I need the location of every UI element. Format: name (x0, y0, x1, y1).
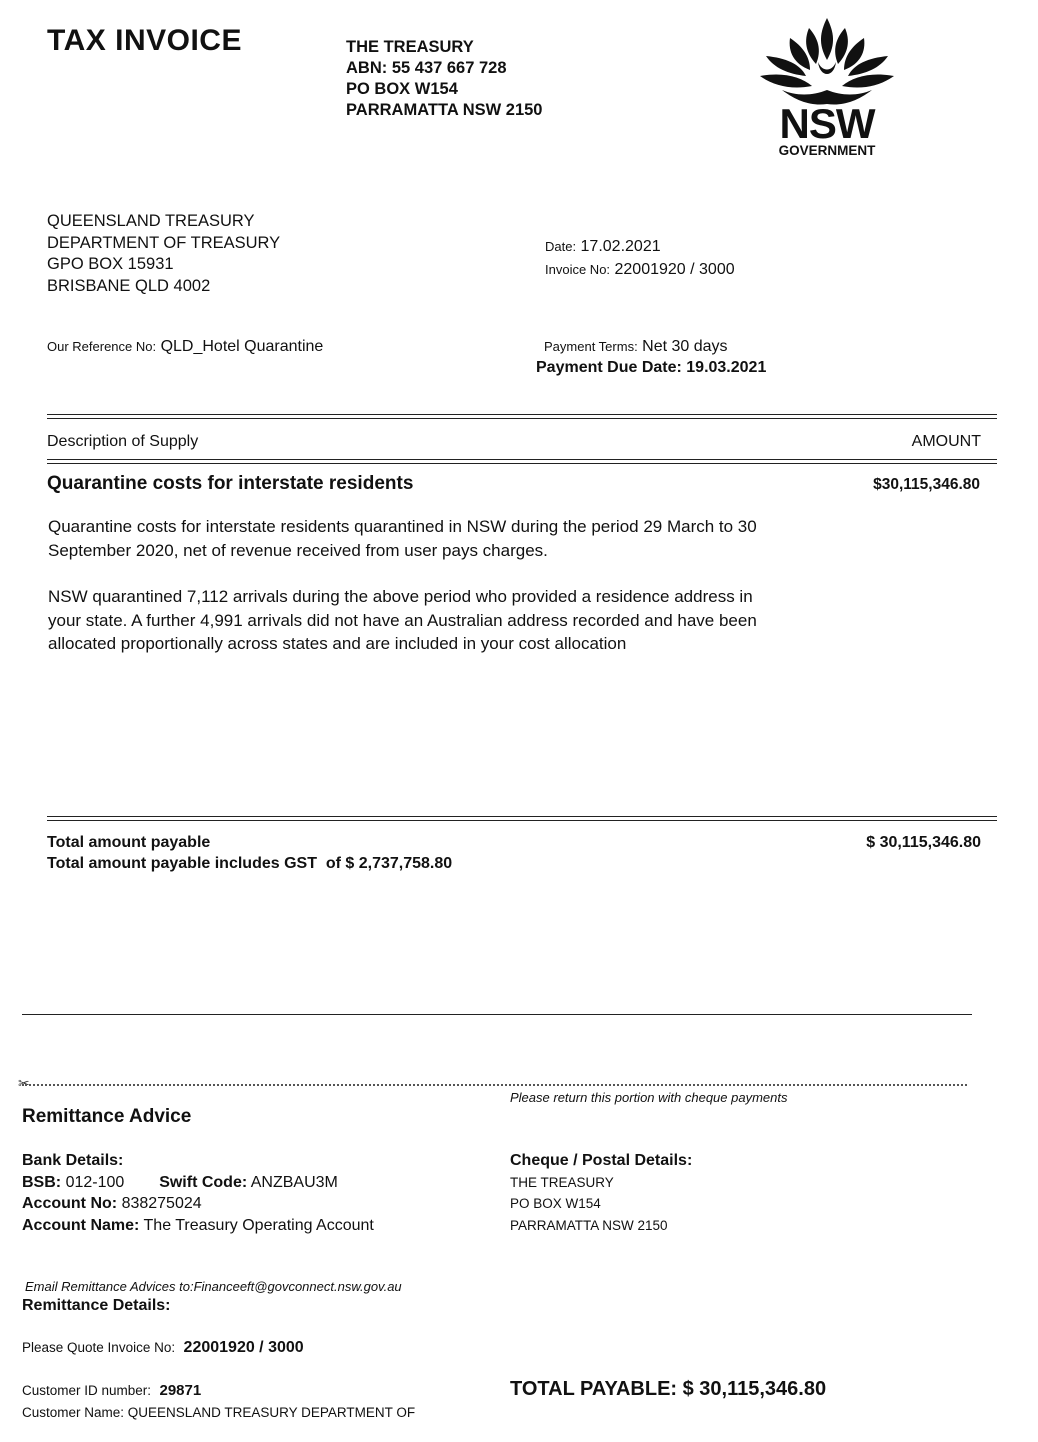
scissors-icon: ✂ (18, 1075, 30, 1091)
bsb-value: 012-100 (65, 1173, 125, 1191)
remittance-details-title: Remittance Details: (22, 1297, 171, 1314)
line-item-amount: $30,115,346.80 (873, 476, 980, 493)
recipient-line: GPO BOX 15931 (47, 255, 174, 273)
total-payable: TOTAL PAYABLE: $ 30,115,346.80 (510, 1378, 827, 1400)
cheque-return-note: Please return this portion with cheque payments (510, 1090, 788, 1105)
account-name-value: The Treasury Operating Account (143, 1216, 374, 1234)
nsw-government-logo (752, 10, 902, 160)
account-number-line (22, 1193, 374, 1215)
issuer-line: PO BOX W154 (346, 80, 458, 98)
total-amount-value: $ 30,115,346.80 (866, 834, 981, 851)
bsb-label: BSB: (22, 1173, 62, 1191)
logo-text-sub: GOVERNMENT (778, 143, 876, 158)
account-name-line (22, 1215, 374, 1237)
payment-terms (544, 338, 728, 356)
recipient-line: DEPARTMENT OF TREASURY (47, 233, 281, 252)
bank-details (22, 1150, 374, 1236)
customer-id-line (22, 1382, 201, 1400)
line-item-description-1: Quarantine costs for interstate residents quarantined in NSW during the period 29 March to 30 September 2020, net of revenue received from user pays charges. (48, 517, 757, 560)
total-amount-label: Total amount payable (47, 834, 211, 851)
invoice-number-label: Invoice No: (545, 262, 611, 277)
cheque-postal-line: PARRAMATTA NSW 2150 (510, 1217, 668, 1233)
account-number-label: Account No: (22, 1195, 118, 1212)
date-value: 17.02.2021 (580, 238, 661, 255)
account-name-label: Account Name: (22, 1216, 140, 1234)
tear-off-line (22, 1084, 967, 1086)
line-item-description-2: NSW quarantined 7,112 arrivals during the above period who provided a residence address in your state. A further 4,991 arrivals did not have an Australian address recorded and have been allocated proportionally across states and are included in your cost allocation (48, 587, 757, 653)
customer-id-label: Customer ID number: (22, 1383, 152, 1398)
issuer-line: ABN: 55 437 667 728 (346, 59, 507, 77)
bank-details-title: Bank Details: (22, 1152, 124, 1169)
swift-value: ANZBAU3M (250, 1173, 338, 1191)
customer-name-label: Customer Name: (22, 1405, 125, 1420)
table-bottom-rule (47, 816, 997, 821)
swift-label: Swift Code: (159, 1173, 248, 1191)
invoice-title: TAX INVOICE (47, 24, 242, 57)
recipient-line: BRISBANE QLD 4002 (47, 276, 211, 295)
cheque-postal-line: PO BOX W154 (510, 1196, 601, 1211)
line-item-title: Quarantine costs for interstate residents (47, 473, 414, 494)
quote-invoice-line (22, 1339, 304, 1357)
remittance-title: Remittance Advice (22, 1106, 192, 1127)
cheque-postal-line: THE TREASURY (510, 1174, 614, 1190)
invoice-number-value: 22001920 / 3000 (614, 261, 735, 278)
table-top-rule (47, 414, 997, 419)
issuer-line: THE TREASURY (346, 38, 474, 56)
quote-invoice-label: Please Quote Invoice No: (22, 1340, 176, 1355)
section-divider (22, 1014, 972, 1015)
reference-value: QLD_Hotel Quarantine (160, 338, 324, 355)
payment-due-date: Payment Due Date: 19.03.2021 (536, 359, 767, 376)
reference-label: Our Reference No: (47, 339, 157, 354)
customer-name-line (22, 1405, 415, 1420)
column-header-description: Description of Supply (47, 433, 199, 450)
gst-note: Total amount payable includes GST of $ 2,737,758.80 (47, 855, 453, 872)
invoice-date (545, 238, 661, 256)
logo-text-main: NSW (779, 100, 875, 147)
reference-number (47, 338, 323, 356)
recipient-line: QUEENSLAND TREASURY (47, 212, 255, 230)
cheque-postal-details (510, 1150, 692, 1236)
account-number-value: 838275024 (121, 1195, 202, 1212)
column-header-amount: AMOUNT (911, 433, 981, 450)
issuer-line: PARRAMATTA NSW 2150 (346, 101, 543, 119)
table-header-rule (47, 459, 997, 464)
payment-terms-value: Net 30 days (642, 338, 728, 355)
recipient-address (47, 211, 280, 297)
payment-terms-label: Payment Terms: (544, 339, 638, 354)
issuer-address (346, 37, 543, 121)
email-remittance-note: Email Remittance Advices to:Financeeft@govconnect.nsw.gov.au (25, 1279, 402, 1294)
date-label: Date: (545, 239, 577, 254)
invoice-number (545, 261, 735, 279)
customer-name-value: QUEENSLAND TREASURY DEPARTMENT OF (127, 1405, 416, 1420)
customer-id-value: 29871 (159, 1382, 202, 1399)
quote-invoice-value: 22001920 / 3000 (183, 1339, 304, 1356)
bsb-swift-line (22, 1172, 374, 1194)
cheque-postal-title: Cheque / Postal Details: (510, 1152, 693, 1169)
